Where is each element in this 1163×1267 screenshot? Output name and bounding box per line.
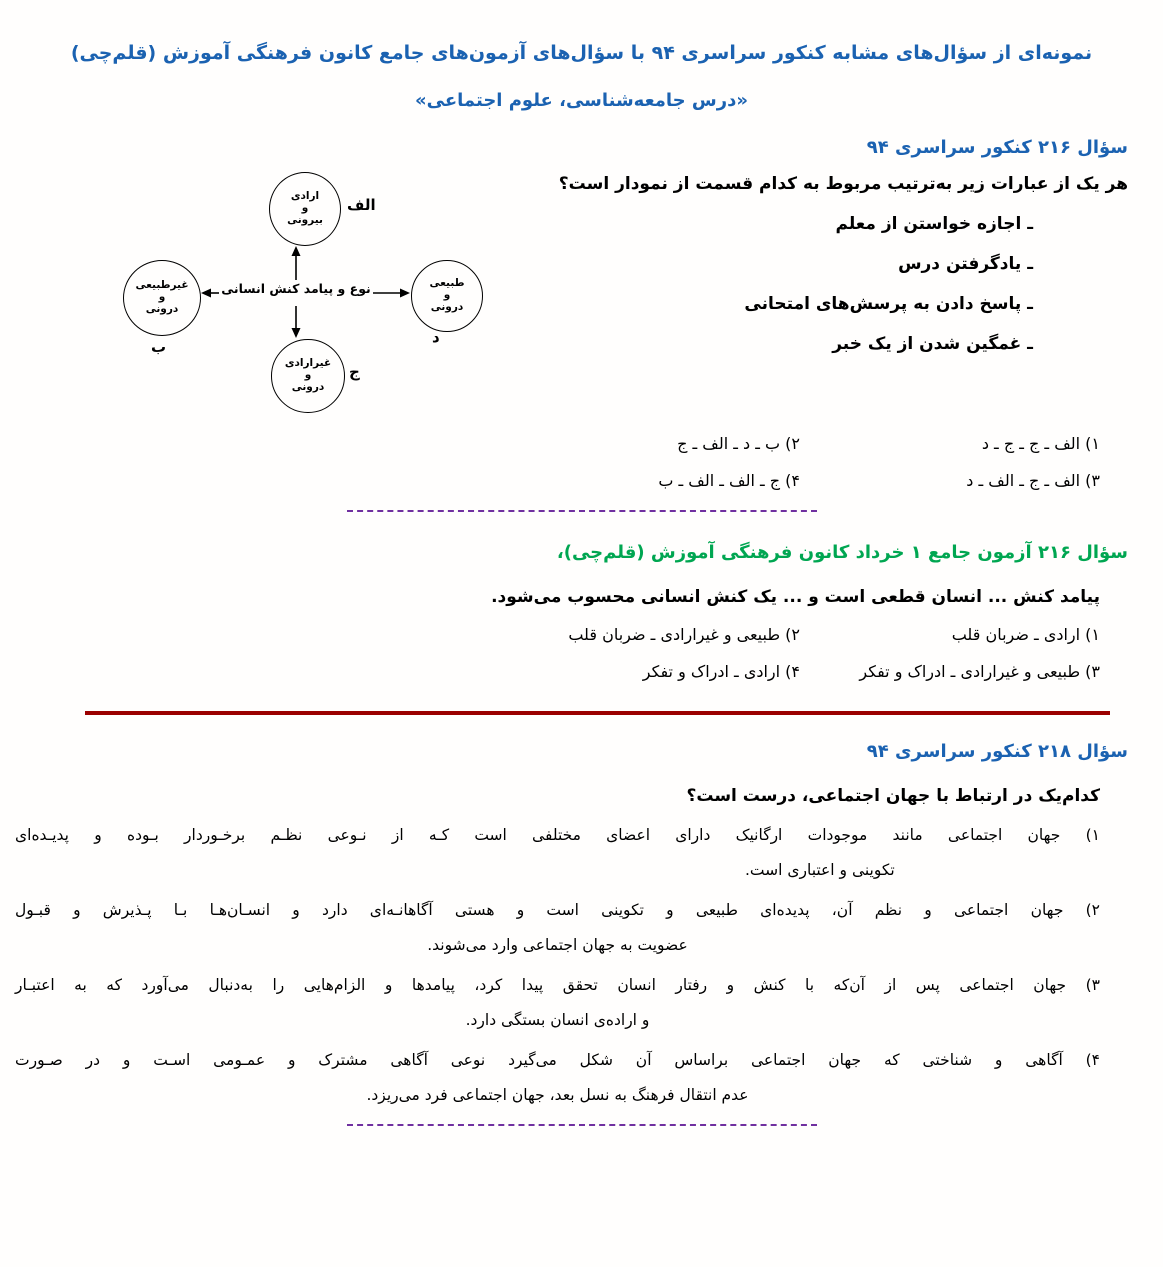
- option-line: ۴) آگاهی و شناختی که جهان اجتماعی براساس آن شکل می‌گیرد نوعی آگاهی مشترک و عمـومی اسـت و در صـورت: [15, 1050, 1100, 1069]
- q216-konkur-options: [0, 434, 1100, 490]
- option-line: تکوینی و اعتباری است.: [745, 861, 895, 880]
- option-1: [15, 824, 1100, 882]
- option-line: ۲) جهان اجتماعی و نظم آن، پدیده‌ای طبیعی و تکوینی است و هستی آگاهانـه‌ای دارد و انسـان‌هـا بـا پـذیرش و قبـول: [15, 900, 1100, 919]
- bullet-item: ـ اجازه خواستن از معلم: [835, 214, 1033, 234]
- q216-kanoon-options: [0, 625, 1100, 681]
- action-type-diagram: [105, 172, 525, 424]
- node-line: طبیعی: [429, 277, 465, 290]
- q216-konkur-body: [60, 174, 1128, 424]
- option-3: [15, 974, 1100, 1032]
- node-line: و: [304, 369, 312, 382]
- node-line: ارادی: [290, 190, 320, 203]
- option-4: [15, 1049, 1100, 1107]
- q218-options: [15, 824, 1100, 1107]
- node-line: درونی: [145, 302, 179, 315]
- diagram-node-voluntary-external: [269, 172, 341, 246]
- option-1: ۱) الف ـ ج ـ ج ـ د: [981, 434, 1100, 453]
- diagram-node-nonnatural-internal: [123, 260, 201, 336]
- q216-kanoon-heading: سؤال ۲۱۶ آزمون جامع ۱ خرداد کانون فرهنگی آموزش (قلم‌چی)،: [556, 542, 1128, 563]
- node-line: غیرارادی: [284, 357, 332, 370]
- node-line: و: [158, 291, 166, 304]
- option-1: ۱) ارادی ـ ضربان قلب: [951, 625, 1100, 644]
- node-caption-be: ب: [151, 338, 167, 356]
- option-line: عدم انتقال فرهنگ به نسل بعد، جهان اجتماعی فرد می‌ریزد.: [366, 1086, 749, 1105]
- option-3: ۳) طبیعی و غیرارادی ـ ادراک و تفکر: [859, 662, 1100, 681]
- node-caption-alef: الف: [347, 196, 376, 214]
- page-subtitle: «درس جامعه‌شناسی، علوم اجتماعی»: [415, 90, 748, 111]
- node-caption-jim: ج: [349, 363, 360, 381]
- diagram-node-natural-internal: [411, 260, 483, 332]
- node-line: و: [301, 202, 309, 215]
- option-line: ۱) جهان اجتماعی مانند موجودات ارگانیک دارای اعضای مختلفی است کـه از نـوعی نظـم برخـوردار بـوده و پدیـده‌ای: [15, 826, 1100, 844]
- q216-kanoon-question: پیامد کنش ... انسان قطعی است و ... یک کنش انسانی محسوب می‌شود.: [491, 587, 1100, 607]
- q216-konkur-heading: سؤال ۲۱۶ کنکور سراسری ۹۴: [866, 137, 1128, 158]
- option-2: [15, 899, 1100, 957]
- option-line: و اراده‌ی انسان بستگی دارد.: [465, 1011, 650, 1030]
- node-line: درونی: [430, 300, 464, 313]
- option-2: ۲) ب ـ د ـ الف ـ ج: [677, 434, 800, 453]
- document-header: [0, 0, 1163, 111]
- option-4: ۴) ج ـ الف ـ الف ـ ب: [658, 471, 800, 490]
- node-line: و: [443, 289, 451, 302]
- node-caption-dal: د: [432, 328, 440, 346]
- dashed-separator: [347, 510, 817, 512]
- bullet-item: ـ پاسخ دادن به پرسش‌های امتحانی: [744, 294, 1033, 314]
- node-line: غیرطبیعی: [135, 279, 189, 292]
- option-line: عضویت به جهان اجتماعی وارد می‌شوند.: [427, 936, 688, 955]
- page-title: نمونه‌ای از سؤال‌های مشابه کنکور سراسری ۹۴ با سؤال‌های آزمون‌های جامع کانون فرهنگی آموزش (قلم‌چی): [70, 42, 1093, 64]
- option-4: ۴) ارادی ـ ادراک و تفکر: [642, 662, 800, 681]
- red-divider: [85, 711, 1110, 715]
- node-line: درونی: [291, 380, 325, 393]
- option-line: ۳) جهان اجتماعی پس از آن‌که با کنش و رفتار انسان تحقق پیدا کرد، پیامدها و الزام‌هایی را به‌دنبال می‌آورد که به اعتبـار: [15, 975, 1100, 994]
- node-line: بیرونی: [287, 213, 323, 226]
- diagram-node-involuntary-internal: [271, 339, 345, 413]
- dashed-separator: [347, 1124, 817, 1126]
- bullet-item: ـ غمگین شدن از یک خبر: [832, 334, 1033, 354]
- q216-question: هر یک از عبارات زیر به‌ترتیب مربوط به کدام قسمت از نمودار است؟: [558, 174, 1128, 194]
- q218-heading: سؤال ۲۱۸ کنکور سراسری ۹۴: [866, 741, 1128, 762]
- option-3: ۳) الف ـ ج ـ الف ـ د: [966, 471, 1100, 490]
- option-2: ۲) طبیعی و غیرارادی ـ ضربان قلب: [568, 625, 800, 644]
- diagram-center-label: نوع و پیامد کنش انسانی: [221, 281, 371, 296]
- bullet-item: ـ یادگرفتن درس: [898, 254, 1033, 274]
- q218-question: کدام‌یک در ارتباط با جهان اجتماعی، درست است؟: [686, 786, 1100, 806]
